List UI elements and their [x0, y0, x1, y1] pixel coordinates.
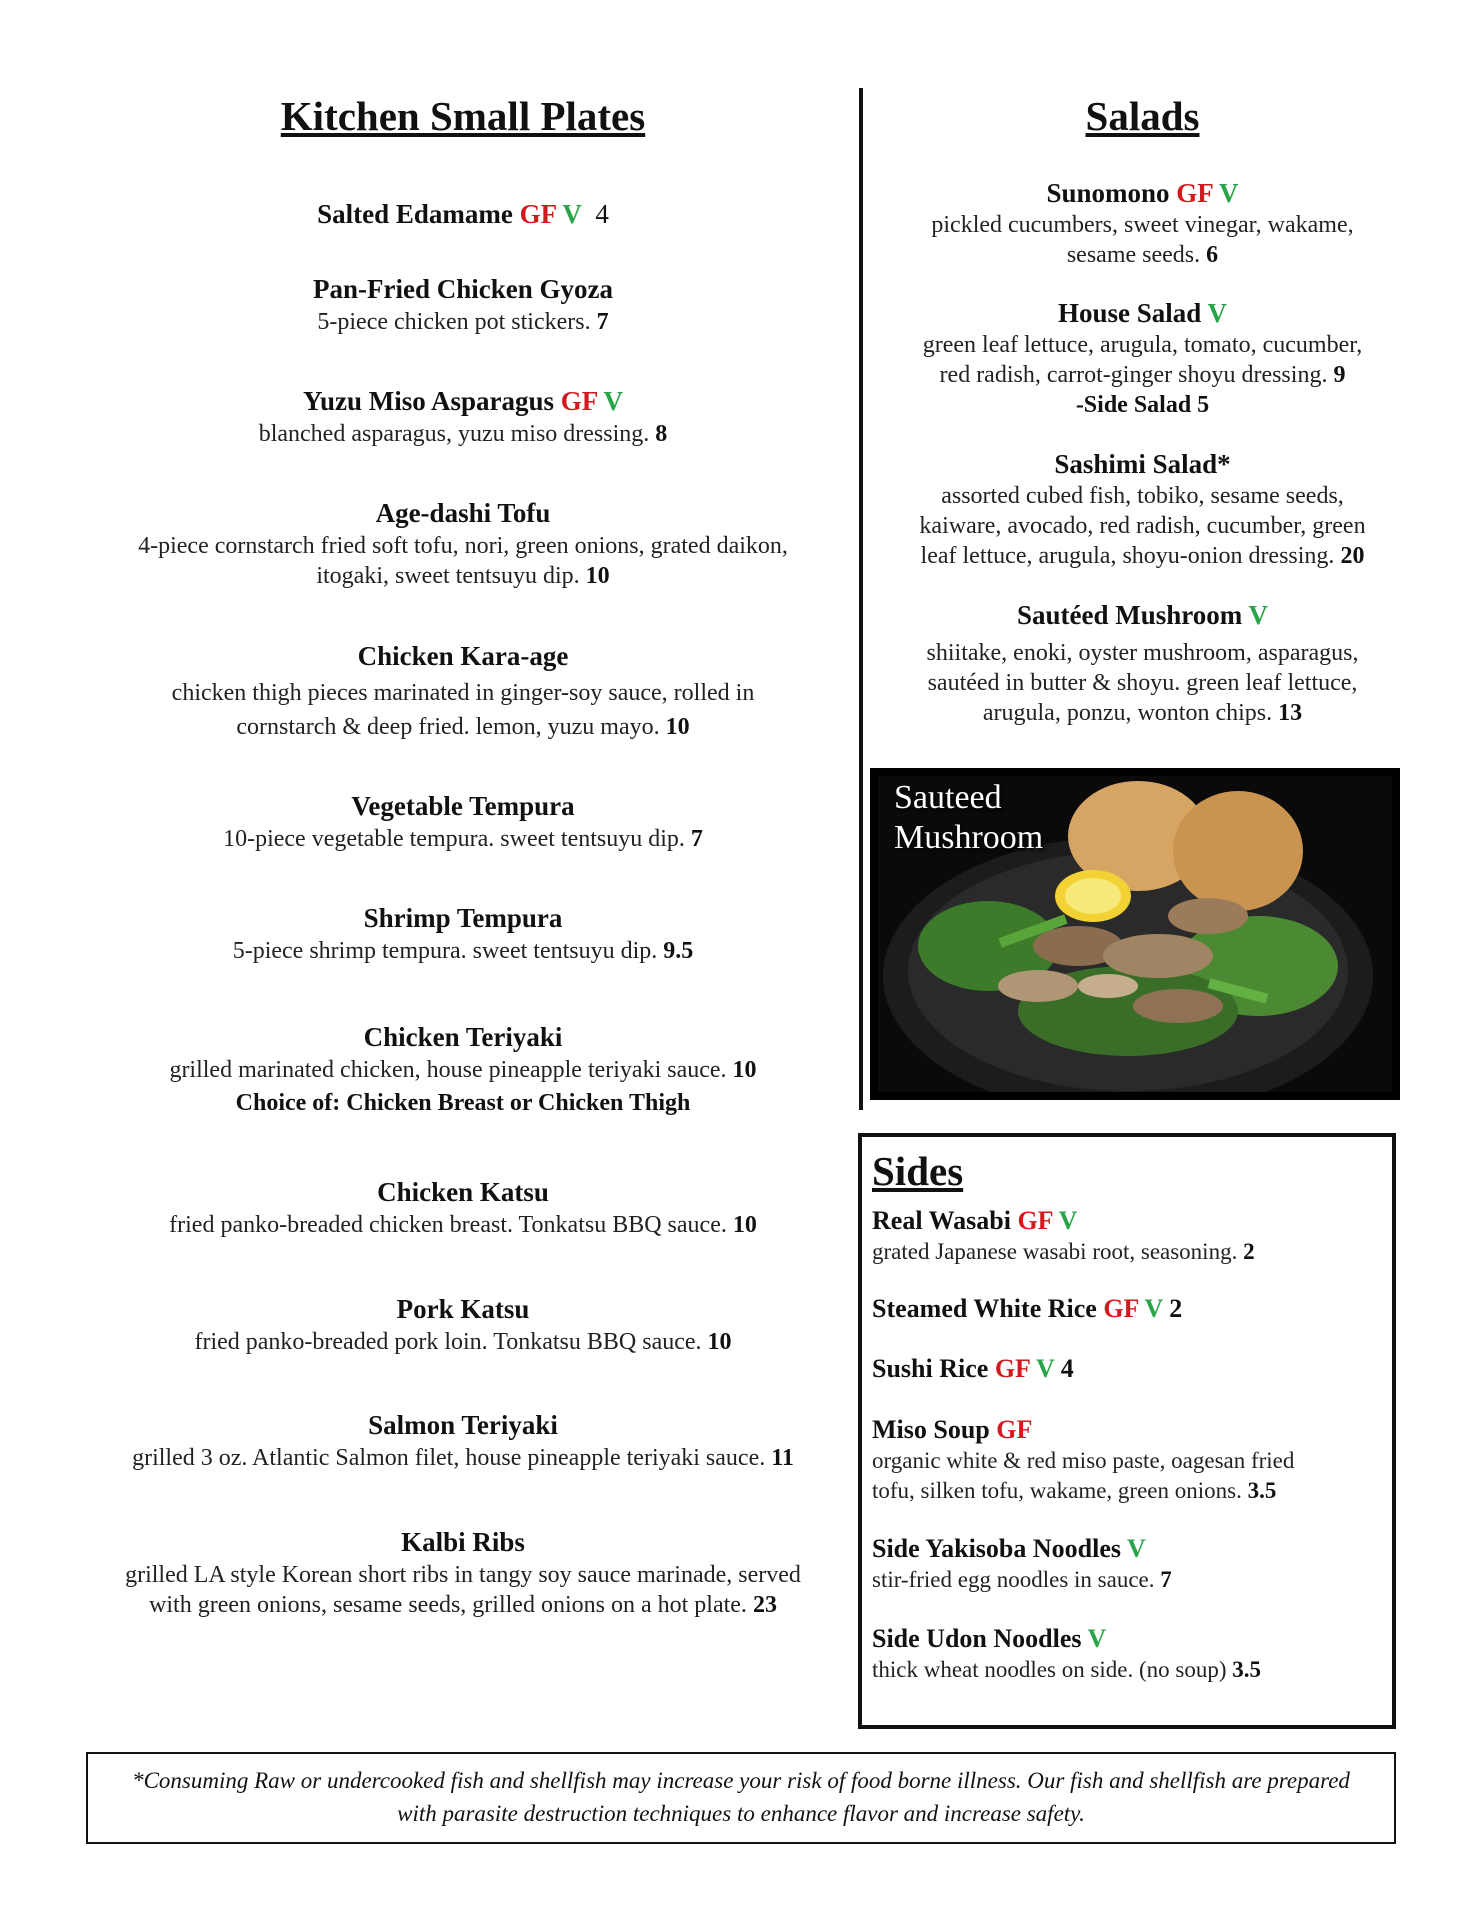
item-price: 10	[585, 563, 610, 589]
menu-item-chicken-kara-age	[88, 638, 838, 742]
item-desc: stir-fried egg noodles in sauce.	[872, 1567, 1155, 1592]
photo-caption	[894, 778, 1043, 858]
item-price: 4	[595, 199, 609, 229]
item-name: Side Yakisoba Noodles	[872, 1534, 1121, 1563]
item-name: House Salad	[1057, 298, 1202, 328]
menu-item-sashimi-salad	[895, 447, 1390, 571]
item-desc-line2: cornstarch & deep fried. lemon, yuzu mayo.	[236, 714, 660, 740]
v-badge: V	[1248, 600, 1269, 630]
menu-item-salmon-teriyaki	[88, 1407, 838, 1473]
menu-item-miso-soup	[872, 1414, 1382, 1506]
menu-item-kalbi-ribs	[88, 1524, 838, 1620]
gf-badge: GF	[1017, 1206, 1053, 1235]
item-name: Chicken Katsu	[377, 1177, 549, 1207]
item-desc: 5-piece shrimp tempura. sweet tentsuyu dip.	[232, 938, 658, 964]
item-name: Sushi Rice	[872, 1354, 989, 1383]
menu-item-yuzu-miso-asparagus	[88, 383, 838, 449]
menu-item-pork-katsu	[88, 1291, 838, 1357]
item-desc: 5-piece chicken pot stickers.	[317, 309, 591, 335]
photo-caption-line1: Sauteed	[894, 779, 1002, 816]
gf-badge: GF	[1103, 1294, 1139, 1323]
menu-item-chicken-teriyaki	[88, 1019, 838, 1121]
item-desc-line1: chicken thigh pieces marinated in ginger-soy sauce, rolled in	[171, 680, 755, 706]
v-badge: V	[1144, 1294, 1163, 1323]
item-name: Chicken Kara-age	[357, 641, 569, 671]
item-price: 11	[771, 1445, 794, 1471]
item-desc: fried panko-breaded chicken breast. Tonkatsu BBQ sauce.	[169, 1212, 727, 1238]
v-badge: V	[1035, 1354, 1055, 1383]
item-price: 9.5	[663, 938, 694, 964]
sides-title: Sides	[872, 1148, 964, 1194]
gf-badge: GF	[560, 386, 598, 416]
menu-item-side-yakisoba	[872, 1533, 1382, 1595]
small-plates-title: Kitchen Small Plates	[280, 93, 646, 139]
item-price: 2	[1243, 1239, 1255, 1264]
item-price: 13	[1278, 700, 1303, 726]
gf-badge: GF	[1176, 178, 1213, 208]
item-desc-line2: sautéed in butter & shoyu. green leaf lettuce,	[927, 670, 1358, 696]
menu-item-salted-edamame	[88, 196, 838, 232]
item-desc-line2: tofu, silken tofu, wakame, green onions.	[872, 1478, 1242, 1503]
item-name: Pan-Fried Chicken Gyoza	[313, 274, 613, 304]
item-price: 10	[665, 714, 690, 740]
v-badge: V	[562, 199, 582, 229]
item-price: 3.5	[1247, 1478, 1277, 1503]
item-name: Sautéed Mushroom	[1016, 600, 1243, 630]
menu-item-sushi-rice	[872, 1353, 1382, 1385]
sides-section	[858, 1133, 1396, 1729]
item-desc-line1: pickled cucumbers, sweet vinegar, wakame,	[931, 212, 1354, 238]
item-desc-line2: red radish, carrot-ginger shoyu dressing.	[939, 362, 1328, 388]
photo-caption-line2: Mushroom	[894, 819, 1044, 856]
item-name: Sashimi Salad*	[1054, 449, 1231, 479]
v-badge: V	[1058, 1206, 1078, 1235]
menu-item-sunomono	[895, 176, 1390, 270]
item-name: Salted Edamame	[317, 199, 513, 229]
item-desc: 10-piece vegetable tempura. sweet tentsuyu dip.	[223, 826, 685, 852]
item-desc-line3: leaf lettuce, arugula, shoyu-onion dressing.	[920, 543, 1335, 569]
raw-fish-disclaimer	[86, 1752, 1396, 1844]
item-desc-line2: itogaki, sweet tentsuyu dip.	[316, 563, 580, 589]
item-price: 7	[596, 309, 609, 335]
item-desc: blanched asparagus, yuzu miso dressing.	[258, 421, 650, 447]
item-desc: grilled marinated chicken, house pineapple teriyaki sauce.	[169, 1057, 727, 1083]
item-name: Kalbi Ribs	[401, 1527, 525, 1557]
menu-item-shrimp-tempura	[88, 900, 838, 966]
item-price: 2	[1169, 1294, 1183, 1323]
item-name: Age-dashi Tofu	[375, 498, 551, 528]
disclaimer-line2: with parasite destruction techniques to enhance flavor and increase safety.	[397, 1801, 1085, 1826]
item-name: Steamed White Rice	[872, 1294, 1097, 1323]
item-desc: thick wheat noodles on side. (no soup)	[872, 1657, 1227, 1682]
menu-item-sauteed-mushroom	[895, 598, 1390, 728]
v-badge: V	[1219, 178, 1239, 208]
menu-item-steamed-white-rice	[872, 1293, 1382, 1325]
item-name: Shrimp Tempura	[363, 903, 563, 933]
menu-item-age-dashi-tofu	[88, 495, 838, 591]
item-desc-line3: arugula, ponzu, wonton chips.	[982, 700, 1273, 726]
v-badge: V	[603, 386, 624, 416]
item-desc: grated Japanese wasabi root, seasoning.	[872, 1239, 1238, 1264]
item-name: Side Udon Noodles	[872, 1624, 1082, 1653]
v-badge: V	[1207, 298, 1228, 328]
menu-item-side-udon	[872, 1623, 1382, 1685]
item-price: 10	[732, 1212, 757, 1238]
gf-badge: GF	[996, 1415, 1033, 1444]
item-name: Pork Katsu	[396, 1294, 530, 1324]
item-name: Miso Soup	[872, 1415, 990, 1444]
salads-title: Salads	[1085, 93, 1200, 139]
item-price: 4	[1060, 1354, 1074, 1383]
item-desc-line2: kaiware, avocado, red radish, cucumber, green	[919, 513, 1366, 539]
item-price: 3.5	[1232, 1657, 1262, 1682]
item-extra: Choice of: Chicken Breast or Chicken Thigh	[235, 1090, 691, 1116]
item-price: 7	[1160, 1567, 1172, 1592]
item-desc-line1: grilled LA style Korean short ribs in tangy soy sauce marinade, served	[125, 1562, 801, 1588]
item-name: Vegetable Tempura	[351, 791, 575, 821]
sauteed-mushroom-photo	[870, 768, 1400, 1100]
item-price: 9	[1333, 362, 1346, 388]
v-badge: V	[1087, 1624, 1107, 1653]
item-desc-line1: organic white & red miso paste, oagesan fried	[872, 1448, 1295, 1473]
item-price: 8	[655, 421, 668, 447]
item-name: Yuzu Miso Asparagus	[302, 386, 555, 416]
item-price: 6	[1206, 242, 1219, 268]
item-extra: -Side Salad 5	[1075, 392, 1210, 418]
menu-item-vegetable-tempura	[88, 788, 838, 854]
item-desc-line1: 4-piece cornstarch fried soft tofu, nori, green onions, grated daikon,	[138, 533, 788, 559]
item-desc-line1: assorted cubed fish, tobiko, sesame seeds,	[941, 483, 1344, 509]
gf-badge: GF	[994, 1354, 1030, 1383]
item-desc-line1: green leaf lettuce, arugula, tomato, cucumber,	[922, 332, 1363, 358]
item-name: Salmon Teriyaki	[368, 1410, 558, 1440]
item-price: 7	[690, 826, 703, 852]
item-price: 23	[752, 1592, 777, 1618]
item-name: Chicken Teriyaki	[363, 1022, 563, 1052]
item-desc-line1: shiitake, enoki, oyster mushroom, asparagus,	[926, 640, 1359, 666]
item-name: Sunomono	[1046, 178, 1170, 208]
item-desc: fried panko-breaded pork loin. Tonkatsu BBQ sauce.	[194, 1329, 702, 1355]
item-desc-line2: sesame seeds.	[1066, 242, 1201, 268]
item-price: 10	[732, 1057, 757, 1083]
item-price: 20	[1340, 543, 1365, 569]
item-desc: grilled 3 oz. Atlantic Salmon filet, house pineapple teriyaki sauce.	[132, 1445, 766, 1471]
menu-item-house-salad	[895, 296, 1390, 420]
disclaimer-line1: *Consuming Raw or undercooked fish and shellfish may increase your risk of food borne illness. Our fish and shellfish are prepared	[132, 1768, 1350, 1793]
column-divider	[859, 88, 863, 1110]
item-name: Real Wasabi	[872, 1206, 1011, 1235]
item-price: 10	[707, 1329, 732, 1355]
v-badge: V	[1127, 1534, 1146, 1563]
menu-item-chicken-katsu	[88, 1174, 838, 1240]
menu-item-chicken-gyoza	[88, 271, 838, 337]
menu-item-real-wasabi	[872, 1205, 1382, 1267]
item-desc-line2: with green onions, sesame seeds, grilled onions on a hot plate.	[149, 1592, 747, 1618]
gf-badge: GF	[519, 199, 557, 229]
